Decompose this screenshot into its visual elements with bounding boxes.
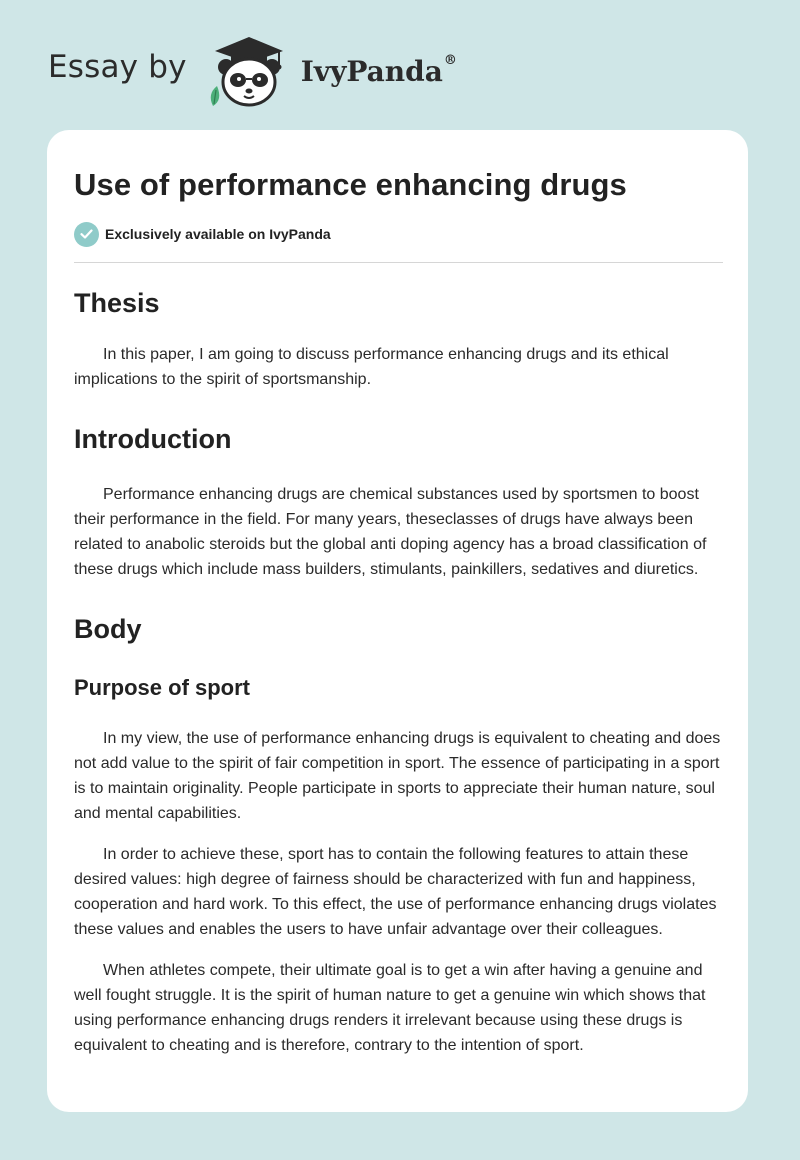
subsection-heading-purpose-of-sport: Purpose of sport — [74, 675, 251, 700]
paragraph: Performance enhancing drugs are chemical substances used by sportsmen to boost their performance in the field. For many years, theseclasses of drugs have always been related to anabolic steroids but the global anti doping agency has a broad classification of these drugs which include mass builders, stimulants, painkillers, sedatives and diuretics. — [74, 486, 707, 578]
paragraph: In order to achieve these, sport has to contain the following features to attain these desired values: high degree of fairness should be characterized with fun and happiness, cooperation and hard work. To this effect, the use of performance enhancing drugs violates these values and enables the users to have unfair advantage over their colleagues. — [74, 846, 717, 938]
paragraph: In this paper, I am going to discuss performance enhancing drugs and its ethical implications to the spirit of sportsmanship. — [74, 346, 669, 388]
exclusive-badge — [74, 221, 722, 247]
section-heading-body: Body — [74, 614, 142, 644]
page-title: Use of performance enhancing drugs — [74, 167, 627, 202]
panda-logo-icon — [201, 30, 297, 110]
paragraph: In my view, the use of performance enhancing drugs is equivalent to cheating and does not add value to the spirit of fair competition in sport. The essence of participating in a sport is to maintain originality. People participate in sports to appreciate their human nature, soul and mental capabilities. — [74, 730, 721, 822]
brand-header[interactable] — [48, 30, 457, 110]
brand-prefix: Essay by — [48, 49, 187, 85]
check-circle-icon — [74, 222, 99, 247]
section-heading-thesis: Thesis — [74, 288, 160, 318]
paragraph: When athletes compete, their ultimate goal is to get a win after having a genuine and well fought struggle. It is the spirit of human nature to get a genuine win which shows that using performance enhancing drugs renders it irrelevant because using these drugs is equivalent to cheating and is therefore, contrary to the intention of sport. — [74, 962, 706, 1054]
divider — [74, 262, 723, 263]
essay-card — [47, 130, 748, 1112]
brand-name: IvyPanda® — [300, 52, 457, 88]
badge-label: Exclusively available on IvyPanda — [105, 226, 331, 242]
section-heading-introduction: Introduction — [74, 424, 232, 454]
